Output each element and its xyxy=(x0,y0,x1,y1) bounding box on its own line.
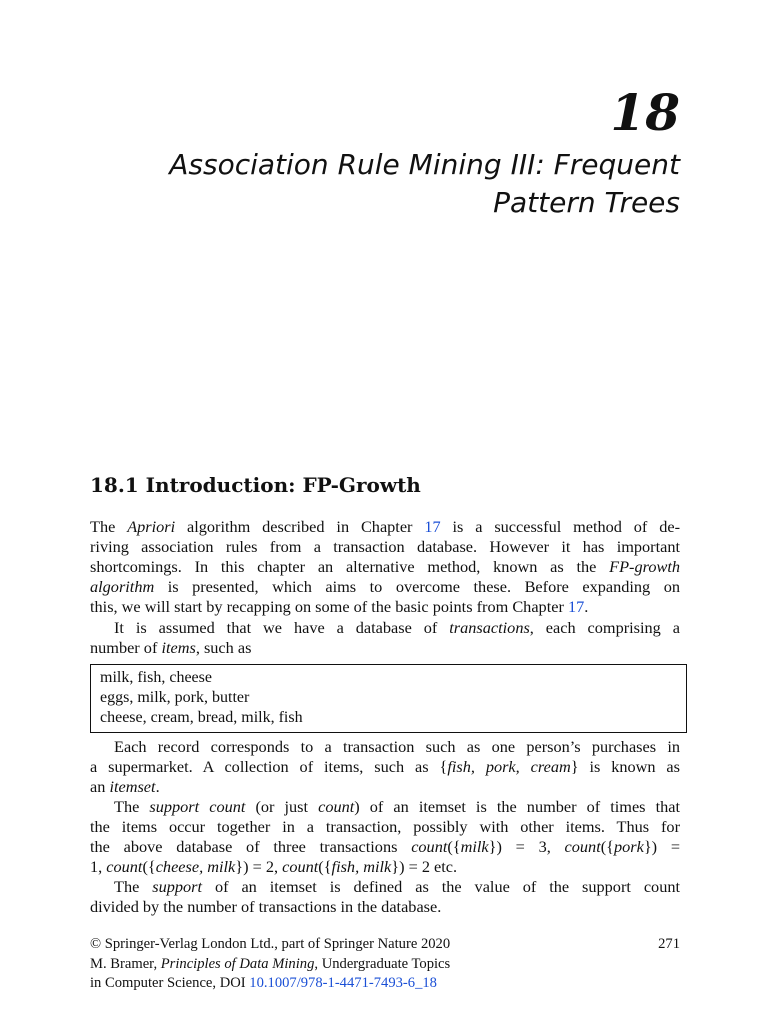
itemset-example: fish, pork, cream xyxy=(447,757,571,776)
transactions-example-box xyxy=(90,664,687,733)
itemset-paragraph xyxy=(90,737,680,797)
itemset-term: itemset xyxy=(109,777,156,796)
text-line: an itemset. xyxy=(90,777,160,796)
chapter-title-line-2: Pattern Trees xyxy=(493,186,680,219)
section-heading: 18.1 Introduction: FP-Growth xyxy=(90,473,421,497)
chapter-number: 18 xyxy=(610,83,680,142)
doi-line: in Computer Science, DOI 10.1007/978-1-4471-7493-6_18 xyxy=(90,975,437,991)
text-line: shortcomings. In this chapter an alternative method, known as the FP-growth xyxy=(90,557,680,576)
transactions-term: transactions xyxy=(449,618,530,637)
doi-link[interactable]: 10.1007/978-1-4471-7493-6_18 xyxy=(249,975,437,991)
apriori-term: Apriori xyxy=(127,517,176,536)
chapter-17-link[interactable]: 17 xyxy=(567,597,585,616)
support-count-term: support count xyxy=(149,797,246,816)
text-line: The Apriori algorithm described in Chapter 17 is a successful method of de- xyxy=(90,517,681,536)
text-line: algorithm is presented, which aims to overcome these. Before expanding on xyxy=(90,577,680,596)
text-line: 1, count({cheese, milk}) = 2, count({fish, milk}) = 2 etc. xyxy=(90,857,458,876)
copyright-footer xyxy=(90,935,680,994)
transactions-paragraph xyxy=(90,618,680,658)
chapter-title-line-1: Association Rule Mining III: Frequent xyxy=(169,148,680,181)
support-paragraph xyxy=(90,877,680,917)
page-number: 271 xyxy=(658,936,680,952)
text-line: riving association rules from a transaction database. However it has important xyxy=(90,537,680,556)
transaction-row: milk, fish, cheese xyxy=(100,669,212,686)
text-line: The support of an itemset is defined as the value of the support count xyxy=(114,877,680,896)
text-line: the items occur together in a transaction, possibly with other items. Thus for xyxy=(90,817,680,836)
text-line: number of items, such as xyxy=(90,638,252,657)
text-line: It is assumed that we have a database of transactions, each comprising a xyxy=(114,618,680,637)
intro-paragraph xyxy=(90,517,680,617)
support-count-paragraph xyxy=(90,797,680,877)
copyright-line: © Springer-Verlag London Ltd., part of Springer Nature 2020 xyxy=(90,936,451,952)
fp-growth-term: FP-growth xyxy=(609,557,680,576)
chapter-17-link[interactable]: 17 xyxy=(424,517,441,536)
count-term: count xyxy=(318,797,355,816)
text-line: The support count (or just count) of an itemset is the number of times that xyxy=(114,797,680,816)
transaction-row: eggs, milk, pork, butter xyxy=(100,689,250,706)
fp-growth-term-cont: algorithm xyxy=(90,577,155,596)
text-line: the above database of three transactions count({milk}) = 3, count({pork}) = xyxy=(90,837,680,856)
text-line: Each record corresponds to a transaction such as one person’s purchases in xyxy=(114,737,680,756)
text-line: this, we will start by recapping on some of the basic points from Chapter 17. xyxy=(90,597,589,616)
text-line: a supermarket. A collection of items, such as {fish, pork, cream} is known as xyxy=(90,757,680,776)
support-term: support xyxy=(152,877,203,896)
text-line: divided by the number of transactions in the database. xyxy=(90,897,442,916)
transaction-row: cheese, cream, bread, milk, fish xyxy=(100,709,303,726)
chapter-title xyxy=(100,146,680,222)
book-title: Principles of Data Mining xyxy=(160,955,315,972)
citation-line: M. Bramer, Principles of Data Mining, Undergraduate Topics xyxy=(90,955,451,972)
items-term: items xyxy=(161,638,196,657)
